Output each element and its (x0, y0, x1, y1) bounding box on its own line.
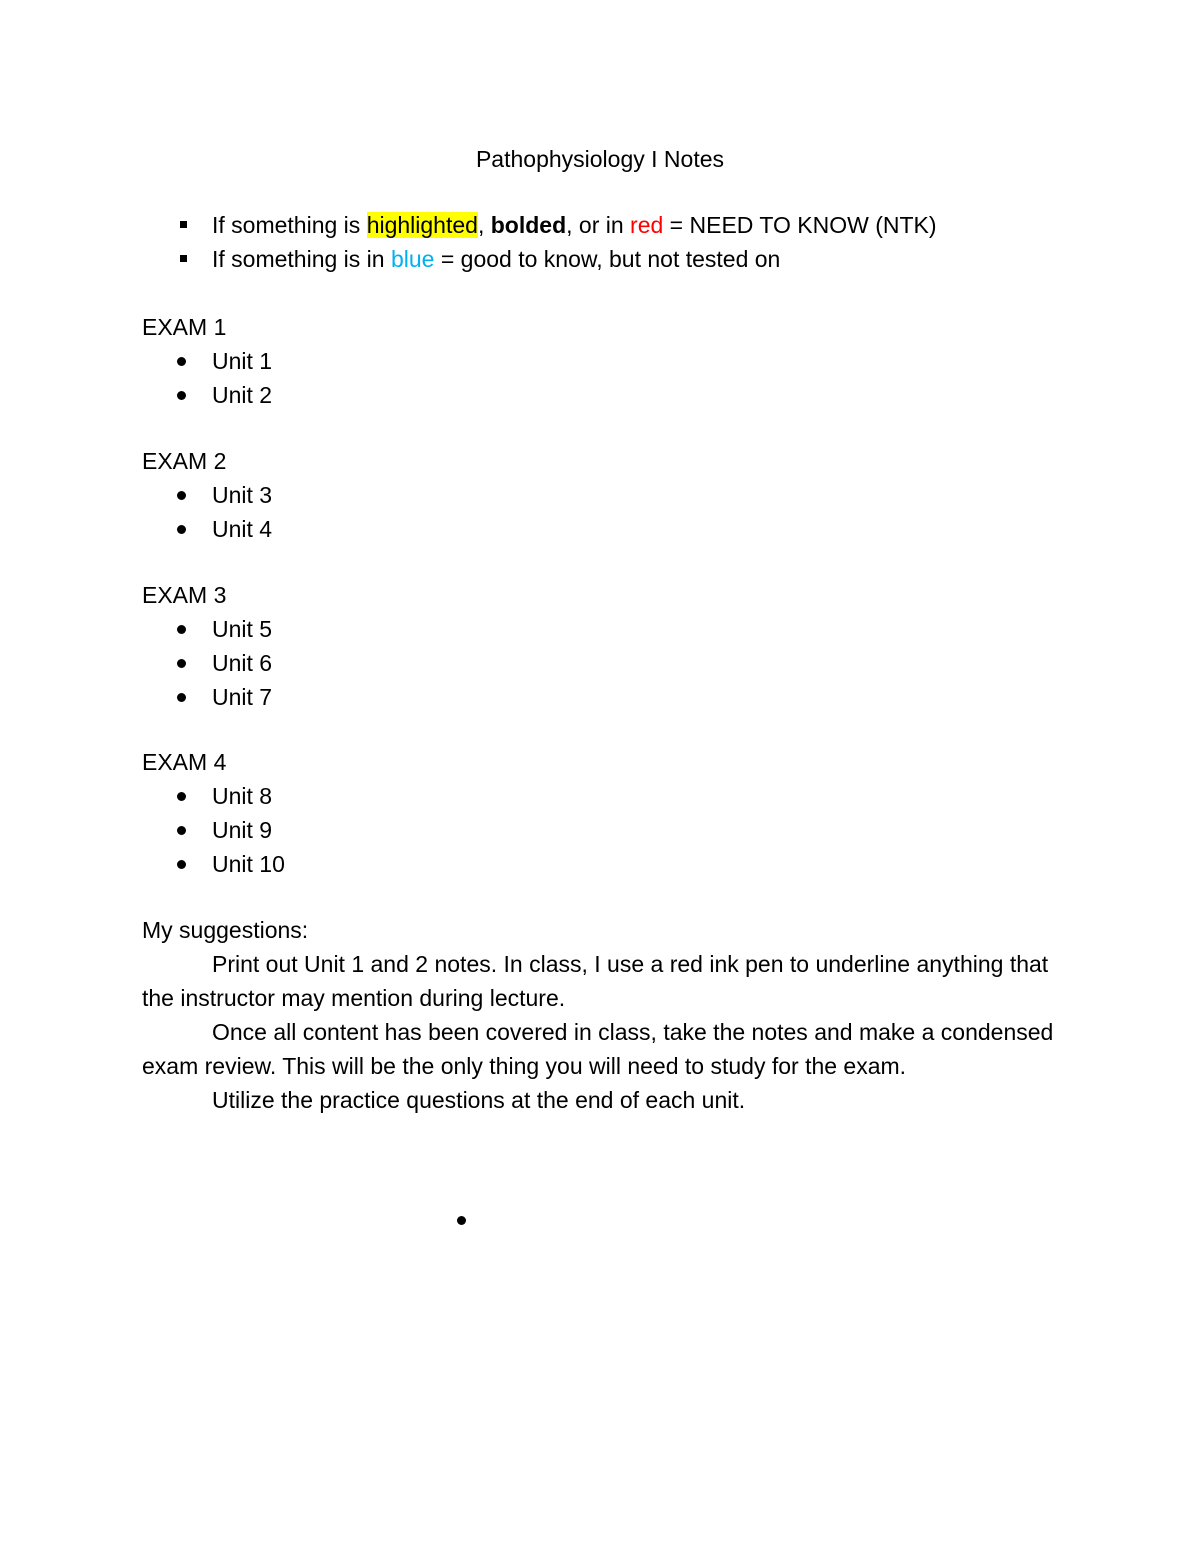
unit-label: Unit 1 (212, 348, 273, 374)
list-item (142, 378, 272, 412)
bullet-icon (177, 792, 186, 801)
bullet-icon (177, 860, 186, 869)
list-item (142, 779, 285, 813)
exam-heading: EXAM 4 (142, 749, 227, 775)
exam-3-section (142, 578, 272, 714)
unit-list (142, 779, 285, 881)
unit-list (142, 344, 272, 412)
color-legend (178, 208, 937, 276)
unit-list (142, 478, 272, 546)
legend-text: , (477, 212, 491, 238)
legend-text: If something is in (212, 246, 391, 272)
list-item (142, 680, 272, 714)
unit-label: Unit 8 (212, 783, 273, 809)
red-word: red (630, 212, 664, 238)
suggestion-paragraph: Utilize the practice questions at the end of each unit. (212, 1087, 746, 1113)
square-bullet-icon (180, 221, 187, 228)
exam-4-section (142, 745, 285, 881)
list-item (142, 344, 272, 378)
square-bullet-icon (180, 255, 187, 262)
unit-label: Unit 2 (212, 382, 273, 408)
list-item (142, 847, 285, 881)
list-item (142, 478, 272, 512)
list-item (142, 612, 272, 646)
suggestions-section (142, 913, 1062, 1117)
legend-item-good-to-know (178, 242, 937, 276)
bullet-icon (177, 693, 186, 702)
exam-heading: EXAM 1 (142, 314, 227, 340)
legend-text: If something is (212, 212, 367, 238)
page-title: Pathophysiology I Notes (475, 146, 725, 172)
unit-label: Unit 4 (212, 516, 273, 542)
list-item (142, 813, 285, 847)
unit-label: Unit 3 (212, 482, 273, 508)
bullet-icon (177, 391, 186, 400)
bullet-icon (177, 525, 186, 534)
empty-bullet-icon (457, 1216, 466, 1225)
exam-1-section (142, 310, 272, 412)
unit-label: Unit 7 (212, 684, 273, 710)
suggestion-paragraph: Print out Unit 1 and 2 notes. In class, I use a red ink pen to underline anything that the instructor may mention during lecture. (142, 951, 1049, 1011)
legend-text: = NEED TO KNOW (NTK) (663, 212, 937, 238)
blue-word: blue (390, 246, 435, 272)
unit-label: Unit 10 (212, 851, 285, 877)
highlighted-word: highlighted (366, 212, 478, 238)
legend-text: = good to know, but not tested on (434, 246, 781, 272)
bullet-icon (177, 826, 186, 835)
unit-label: Unit 5 (212, 616, 273, 642)
bolded-word: bolded (490, 212, 567, 238)
exam-heading: EXAM 3 (142, 582, 227, 608)
list-item (142, 512, 272, 546)
bullet-icon (177, 625, 186, 634)
list-item (142, 646, 272, 680)
bullet-icon (177, 659, 186, 668)
bullet-icon (177, 491, 186, 500)
suggestions-title: My suggestions: (142, 917, 309, 943)
legend-item-ntk (178, 208, 937, 242)
suggestion-paragraph: Once all content has been covered in class, take the notes and make a condensed exam review. This will be the only thing you will need to study for the exam. (142, 1019, 1054, 1079)
unit-list (142, 612, 272, 714)
exam-heading: EXAM 2 (142, 448, 227, 474)
legend-text: , or in (566, 212, 631, 238)
exam-2-section (142, 444, 272, 546)
bullet-icon (177, 357, 186, 366)
unit-label: Unit 9 (212, 817, 273, 843)
unit-label: Unit 6 (212, 650, 273, 676)
